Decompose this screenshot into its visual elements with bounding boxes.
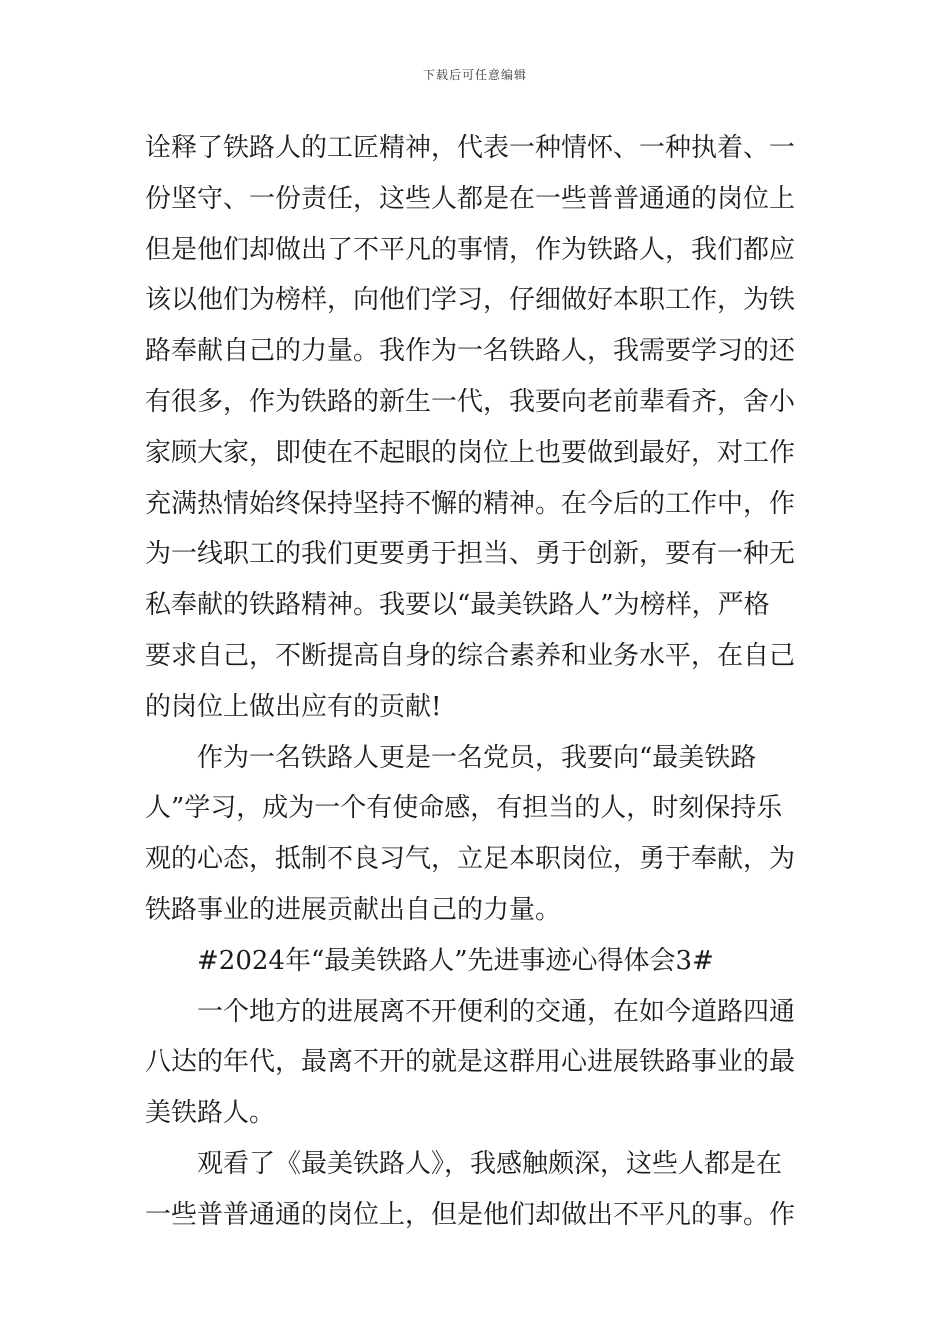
page-header-note: 下载后可任意编辑 <box>422 68 527 82</box>
paragraph-first-line: 观看了《最美铁路人》，我感触颇深，这些人都是在 <box>197 1148 783 1179</box>
text-line: 充满热情始终保持坚持不懈的精神。在今后的工作中，作 <box>145 488 796 519</box>
text-line: 要求自己，不断提高自身的综合素养和业务水平，在自己 <box>145 640 796 671</box>
text-line: 份坚守、一份责任，这些人都是在一些普普通通的岗位上 <box>145 183 796 214</box>
text-line: 诠释了铁路人的工匠精神，代表一种情怀、一种执着、一 <box>145 133 796 163</box>
text-line: 一些普普通通的岗位上，但是他们却做出不平凡的事。作 <box>145 1199 796 1230</box>
text-line: 观的心态，抵制不良习气，立足本职岗位，勇于奉献，为 <box>145 844 796 875</box>
text-line: 私奉献的铁路精神。我要以“最美铁路人”为榜样，严格 <box>145 590 770 621</box>
text-line: 该以他们为榜样，向他们学习，仔细做好本职工作，为铁 <box>145 285 796 316</box>
text-line: 家顾大家，即使在不起眼的岗位上也要做到最好，对工作 <box>145 437 796 468</box>
text-line: 八达的年代，最离不开的就是这群用心进展铁路事业的最 <box>145 1047 796 1078</box>
text-line: 为一线职工的我们更要勇于担当、勇于创新，要有一种无 <box>145 539 796 570</box>
text-line: 美铁路人。 <box>145 1098 276 1129</box>
section-heading: #2024年“最美铁路人”先进事迹心得体会3# <box>197 945 714 976</box>
paragraph-first-line: 作为一名铁路人更是一名党员，我要向“最美铁路 <box>197 742 757 773</box>
text-line: 人”学习，成为一个有使命感，有担当的人，时刻保持乐 <box>145 793 783 824</box>
document-body <box>145 123 807 1241</box>
text-line: 的岗位上做出应有的贡献! <box>145 691 442 722</box>
text-line: 但是他们却做出了不平凡的事情，作为铁路人，我们都应 <box>145 234 796 265</box>
text-line: 铁路事业的进展贡献出自己的力量。 <box>145 894 562 925</box>
text-line: 有很多，作为铁路的新生一代，我要向老前辈看齐，舍小 <box>145 386 796 417</box>
paragraph-first-line: 一个地方的进展离不开便利的交通，在如今道路四通 <box>197 996 796 1027</box>
text-line: 路奉献自己的力量。我作为一名铁路人，我需要学习的还 <box>145 336 796 367</box>
